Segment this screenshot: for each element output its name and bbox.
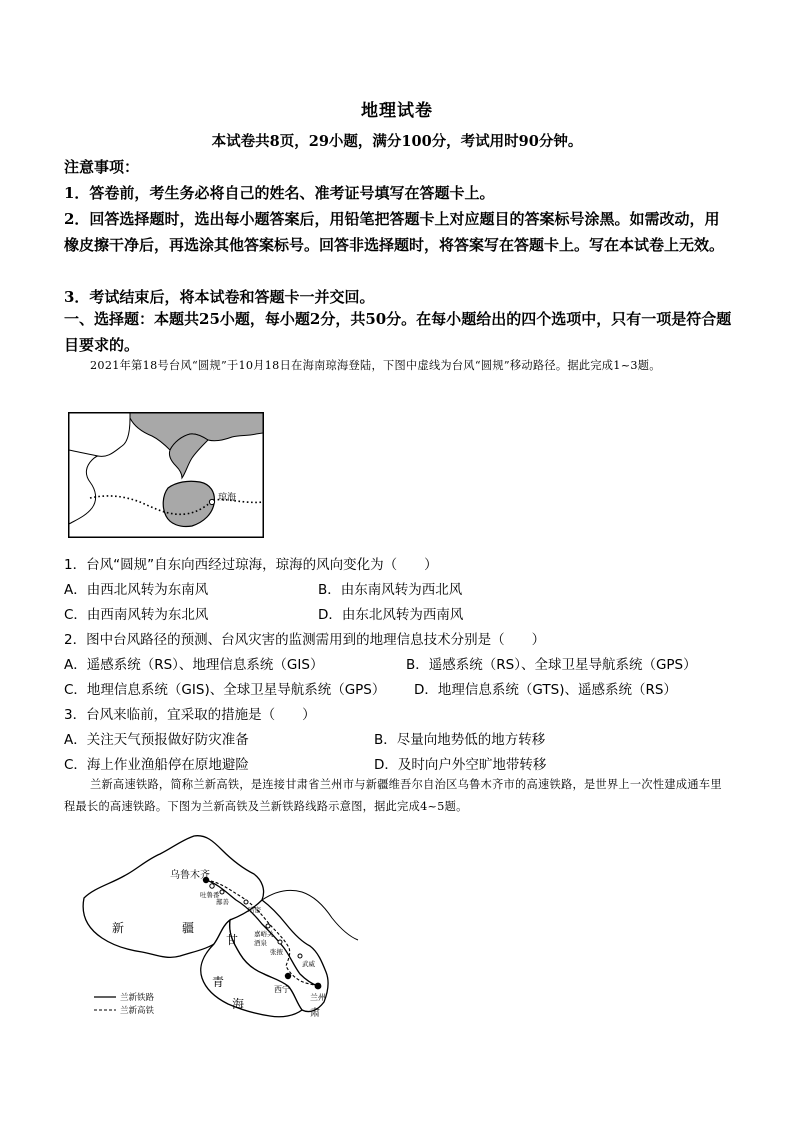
q2-option-a[interactable]: A．遥感系统（RS）、地理信息系统（GIS）	[64, 657, 324, 673]
q2-option-c[interactable]: C．地理信息系统（GIS)、全球卫星导航系统（GPS）	[64, 682, 386, 698]
jiayuguan-label: 嘉峪关	[254, 930, 274, 938]
turpan-label: 吐鲁番	[200, 891, 220, 899]
jiuquan-label: 酒泉	[254, 939, 267, 947]
wuwei-label: 武威	[302, 960, 315, 968]
page-title: 地理试卷	[361, 101, 433, 121]
hami-marker	[244, 900, 248, 904]
q3-option-a[interactable]: A．关注天气预报做好防灾准备	[64, 732, 249, 748]
typhoon-path-map	[68, 412, 264, 538]
q3-option-b[interactable]: B．尽量向地势低的地方转移	[374, 732, 546, 748]
lanzhou-marker	[315, 983, 322, 990]
qionghai-marker	[209, 499, 214, 504]
wuwei-marker	[298, 954, 302, 958]
notice-heading: 注意事项：	[64, 158, 140, 176]
q1-option-d[interactable]: D．由东北风转为西南风	[318, 607, 464, 623]
question-3-stem: 3．台风来临前，宜采取的措施是（ ）	[64, 707, 316, 723]
passage-typhoon: 2021年第18号台风“圆规”于10月18日在海南琼海登陆，下图中虚线为台风“圆规”移动路径。据此完成1~3题。	[90, 359, 661, 372]
shanshan-marker	[220, 890, 224, 894]
lanzhou-label: 兰州	[310, 993, 326, 1002]
legend-railway-label: 兰新铁路	[120, 993, 155, 1003]
hami-label: 哈密	[248, 906, 261, 914]
jiayuguan-marker	[266, 924, 270, 928]
province-qing-label: 青	[212, 975, 225, 989]
lanxin-railway-map	[74, 826, 360, 1026]
province-su-label: 肃	[310, 1008, 320, 1019]
turpan-marker	[210, 884, 214, 888]
province-xin-label: 新	[112, 921, 125, 935]
q2-option-b[interactable]: B．遥感系统（RS）、全球卫星导航系统（GPS）	[406, 657, 697, 673]
province-hai-label: 海	[232, 997, 245, 1011]
question-2-stem: 2．图中台风路径的预测、台风灾害的监测需用到的地理信息技术分别是（ ）	[64, 632, 546, 648]
zhangye-marker	[278, 940, 282, 944]
notice-item-3: 3．考试结束后，将本试卷和答题卡一并交回。	[64, 288, 375, 306]
q1-option-a[interactable]: A．由西北风转为东南风	[64, 582, 209, 598]
q3-option-d[interactable]: D．及时向户外空旷地带转移	[374, 757, 547, 773]
shanshan-label: 鄯善	[216, 898, 229, 906]
q1-option-b[interactable]: B．由东南风转为西北风	[318, 582, 463, 598]
q3-option-c[interactable]: C．海上作业渔船停在原地避险	[64, 757, 249, 773]
notice-item-2: 2．回答选择题时，选出每小题答案后，用铅笔把答题卡上对应题目的答案标号涂黑。如需改动，用橡皮擦干净后，再选涂其他答案标号。回答非选择题时，将答案写在答题卡上。写在本试卷上无效。	[64, 210, 725, 254]
urumqi-label: 乌鲁木齐	[170, 870, 210, 881]
qionghai-label: 琼海	[218, 493, 237, 503]
passage-lanxin-railway: 兰新高速铁路，简称兰新高铁，是连接甘肃省兰州市与新疆维吾尔自治区乌鲁木齐市的高速铁路，是世界上一次性建成通车里程最长的高速铁路。下图为兰新高铁及兰新铁路线路示意图，据此完成4~5题。	[64, 778, 722, 813]
q1-option-c[interactable]: C．由西南风转为东北风	[64, 607, 209, 623]
question-1-stem: 1．台风“圆规”自东向西经过琼海，琼海的风向变化为（ ）	[64, 557, 438, 573]
legend-hsr-label: 兰新高铁	[120, 1006, 155, 1016]
xining-marker	[285, 973, 291, 979]
province-gan-label: 甘	[226, 933, 239, 947]
province-jiang-label: 疆	[182, 921, 195, 935]
section-1-heading: 一、选择题：本题共25小题，每小题2分，共50分。在每小题给出的四个选项中，只有一项是符合题目要求的。	[64, 310, 732, 354]
notice-item-1: 1．答卷前，考生务必将自己的姓名、准考证号填写在答题卡上。	[64, 184, 495, 202]
zhangye-label: 张掖	[270, 948, 283, 956]
q2-option-d[interactable]: D．地理信息系统（GTS)、遥感系统（RS）	[414, 682, 677, 698]
xining-label: 西宁	[274, 985, 290, 994]
exam-info: 本试卷共8页，29小题，满分100分，考试用时90分钟。	[211, 133, 583, 150]
